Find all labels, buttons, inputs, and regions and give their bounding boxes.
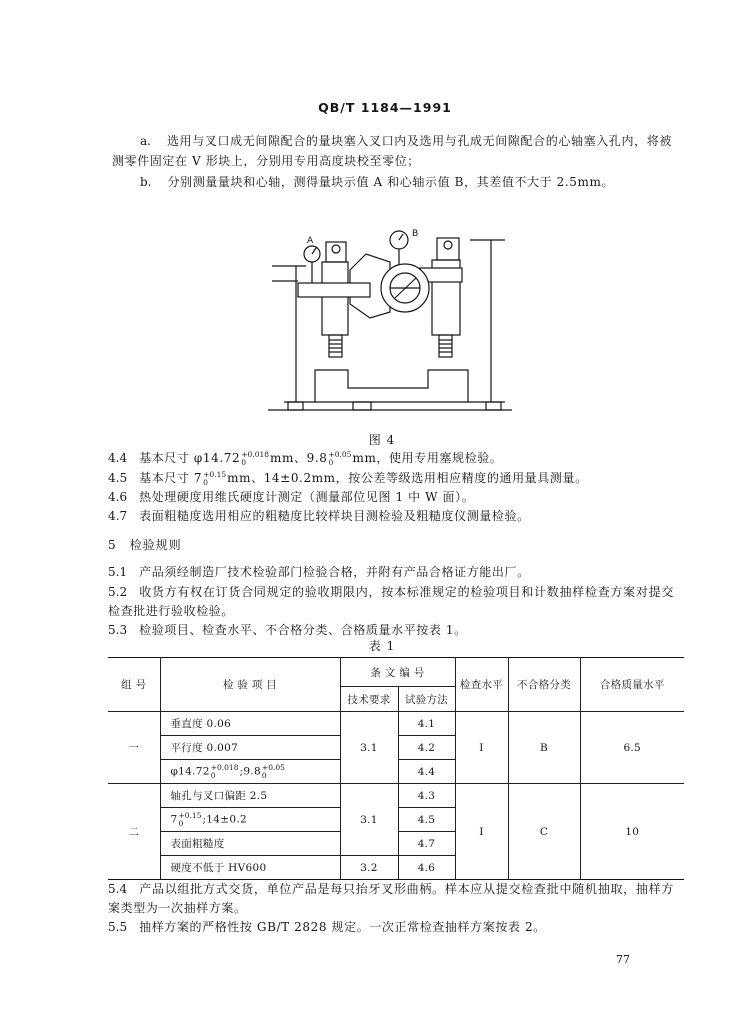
clause-text: mm、9.8 (270, 451, 328, 465)
inspection-item: 垂直度 0.06 (160, 712, 340, 736)
step-label: b. (140, 175, 152, 189)
dial-label-b: B (412, 229, 419, 239)
col-header-aql: 合格质量水平 (580, 658, 684, 712)
col-header-item: 检 验 项 目 (160, 658, 340, 712)
upper-deviation: +0.05 (261, 763, 285, 772)
upper-deviation: +0.15 (178, 811, 202, 820)
inspection-item: 轴孔与叉口偏距 2.5 (160, 784, 340, 808)
table-row (108, 712, 684, 736)
nonconformity-class: C (508, 784, 580, 880)
clause-number: 4.5 (108, 471, 128, 485)
test-method: 4.2 (398, 736, 455, 760)
test-method: 4.6 (398, 856, 455, 880)
tolerance-stack (241, 451, 269, 466)
clause-number: 5.3 (108, 623, 128, 637)
clause-text: 收货方有权在订货合同规定的验收期限内，按本标准规定的检验项目和计数抽样检查方案对提交检查批进行验收检验。 (108, 585, 674, 618)
col-header-group: 组 号 (108, 658, 160, 712)
lower-deviation: 0 (203, 477, 208, 487)
test-method: 4.4 (398, 760, 455, 784)
clause-text: 基本尺寸 7 (139, 471, 203, 485)
col-header-class: 不合格分类 (508, 658, 580, 712)
upper-deviation: +0.018 (210, 763, 239, 772)
dial-label-a: A (307, 236, 314, 246)
standard-header: QB/T 1184—1991 (318, 100, 452, 115)
section-heading (108, 536, 182, 555)
clause-5-5 (108, 918, 674, 937)
inspection-item: 表面粗糙度 (160, 832, 340, 856)
col-header-test: 试验方法 (398, 687, 455, 712)
group-label: 一 (108, 712, 160, 784)
tolerance-stack (211, 764, 239, 779)
tolerance-stack (328, 451, 351, 466)
clause-number: 4.6 (108, 490, 128, 504)
clause-text: 产品须经制造厂技术检验部门检验合格，并附有产品合格证方能出厂。 (139, 565, 530, 579)
tolerance-stack (262, 764, 285, 779)
col-header-clause: 条 文 编 号 (340, 658, 455, 687)
inspection-level: I (455, 784, 508, 880)
table-1 (108, 657, 684, 880)
v-block-base (315, 370, 468, 402)
tech-requirement: 3.1 (340, 784, 398, 856)
clause-text: 产品以组批方式交货，单位产品是每只抬牙叉形曲柄。样本应从提交检查批中随机抽取，抽样方案类型为一次抽样方案。 (108, 882, 674, 915)
left-head-knob (332, 245, 340, 253)
group-label: 二 (108, 784, 160, 880)
clause-5-4 (108, 880, 674, 918)
clause-text: 抽样方案的严格性按 GB/T 2828 规定。一次正常检查抽样方案按表 2。 (139, 920, 546, 934)
lower-deviation: 0 (210, 770, 216, 780)
step-text: 选用与叉口成无间隙配合的量块塞入叉口内及选用与孔成无间隙配合的心轴塞入孔内，将被测零件固定在 V 形块上，分别用专用高度块校至零位； (112, 134, 672, 168)
step-a (112, 131, 672, 171)
clause-text: 检验项目、检查水平、不合格分类、合格质量水平按表 1。 (139, 623, 467, 637)
item-text: ;14±0.2 (202, 813, 247, 826)
right-adjust-screw (439, 335, 452, 357)
table-header-row (108, 658, 684, 687)
right-foot (486, 402, 501, 410)
clause-number: 5.2 (108, 585, 128, 599)
step-b (112, 172, 672, 192)
test-method: 4.3 (398, 784, 455, 808)
clause-4-7 (108, 507, 674, 526)
lower-deviation: 0 (328, 457, 334, 467)
clause-number: 4.7 (108, 509, 128, 523)
item-text: φ14.72 (170, 765, 210, 778)
item-text: ;9.8 (239, 765, 261, 778)
clause-5-2 (108, 583, 674, 621)
lower-deviation: 0 (178, 818, 184, 828)
tech-requirement: 3.1 (340, 712, 398, 784)
figure-4-drawing (262, 226, 520, 418)
page-number: 77 (616, 953, 630, 966)
inspection-item: 平行度 0.007 (160, 736, 340, 760)
center-foot (353, 402, 371, 410)
left-support-pillar (322, 262, 348, 335)
dial-a-needle (312, 248, 316, 254)
section-title: 检验规则 (129, 538, 182, 552)
aql-value: 6.5 (580, 712, 684, 784)
clause-text: mm，使用专用塞规检验。 (352, 451, 503, 465)
nonconformity-class: B (508, 712, 580, 784)
clause-4-4 (108, 449, 674, 468)
item-text: 7 (170, 813, 178, 826)
inspection-item (160, 760, 340, 784)
figure-caption: 图 4 (368, 433, 396, 447)
lower-deviation: 0 (261, 770, 267, 780)
section-number: 5 (108, 538, 116, 552)
clause-5-1 (108, 563, 674, 582)
clause-number: 5.4 (108, 882, 128, 896)
inspection-item (160, 808, 340, 832)
test-method: 4.7 (398, 832, 455, 856)
gauge-block (298, 283, 370, 297)
tolerance-stack (178, 812, 201, 827)
left-adjust-screw (329, 335, 342, 357)
clause-4-6 (108, 488, 674, 507)
col-header-tech: 技术要求 (340, 687, 398, 712)
clause-4-5 (108, 469, 674, 488)
upper-deviation: +0.15 (203, 470, 227, 479)
tech-requirement: 3.2 (340, 856, 398, 880)
clause-text: 表面粗糙度选用相应的粗糙度比较样块目测检验及粗糙度仪测量检验。 (139, 509, 530, 523)
figure-4 (262, 226, 520, 418)
clause-number: 5.1 (108, 565, 128, 579)
test-method: 4.5 (398, 808, 455, 832)
step-label: a. (140, 134, 151, 148)
clause-text: 基本尺寸 φ14.72 (139, 451, 241, 465)
clause-number: 5.5 (108, 920, 128, 934)
aql-value: 10 (580, 784, 684, 880)
table-caption: 表 1 (368, 639, 396, 653)
lower-deviation: 0 (241, 457, 247, 467)
inspection-level: I (455, 712, 508, 784)
dial-b-needle (399, 234, 403, 240)
clause-number: 4.4 (108, 451, 128, 465)
left-foot (288, 402, 303, 410)
clause-text: mm、14±0.2mm，按公差等级选用相应精度的通用量具测量。 (227, 471, 588, 485)
test-method: 4.1 (398, 712, 455, 736)
tolerance-stack (203, 471, 226, 486)
col-header-level: 检查水平 (455, 658, 508, 712)
upper-deviation: +0.018 (241, 450, 270, 459)
step-text: 分别测量量块和心轴，测得量块示值 A 和心轴示值 B，其差值不大于 2.5mm。 (167, 175, 615, 189)
right-head-knob (444, 241, 452, 249)
table-row (108, 784, 684, 808)
inspection-item: 硬度不低于 HV600 (160, 856, 340, 880)
clause-text: 热处理硬度用维氏硬度计测定（测量部位见图 1 中 W 面）。 (139, 490, 475, 504)
upper-deviation: +0.05 (328, 450, 352, 459)
